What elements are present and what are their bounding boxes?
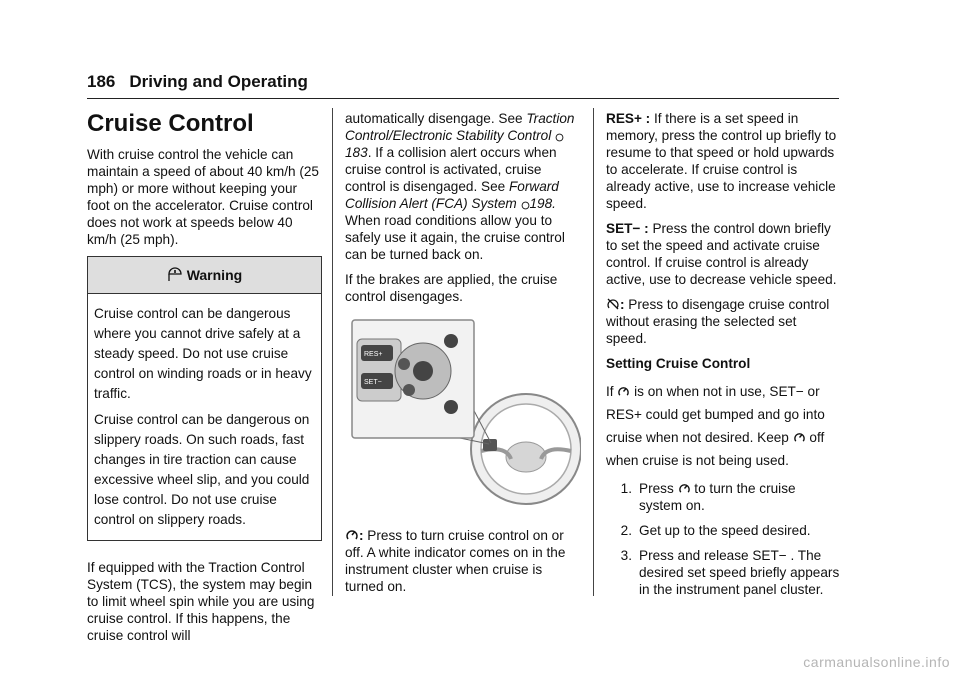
setting-heading: Setting Cruise Control: [606, 356, 751, 371]
text-segment: When road conditions allow you to safely use it again, the cruise control can be turned back on.: [345, 213, 565, 262]
res-term: RES+ :: [606, 111, 651, 126]
page-reference-icon: [521, 201, 530, 210]
column-divider: [332, 108, 333, 596]
list-item: [606, 522, 841, 539]
steering-wheel-figure: [351, 319, 581, 509]
step-text: [639, 480, 841, 514]
header-rule: [87, 98, 839, 99]
setting-paragraph: [606, 380, 841, 472]
list-item: [606, 547, 841, 598]
page-reference-icon: [555, 133, 564, 142]
cruise-onoff-icon: [678, 482, 691, 495]
text-segment: Press the control down briefly to set the speed and activate cruise control. If cruise control is already active, use to decrease vehicle speed.: [606, 221, 837, 287]
warning-label: Warning: [186, 267, 243, 283]
page-header: [87, 72, 308, 92]
cancel-paragraph: [606, 296, 841, 347]
step-text: Press and release SET− . The desired set speed briefly appears in the instrument panel cluster.: [639, 548, 840, 597]
steering-wheel-illustration: [351, 319, 581, 509]
warning-icon: [167, 266, 183, 282]
text-segment: is on when not in use, SET− or RES+ could get bumped and go into cruise when not desired. Keep: [606, 384, 825, 445]
brakes-paragraph: If the brakes are applied, the cruise control disengages.: [345, 272, 558, 304]
list-item: [606, 480, 841, 514]
step-number: 2.: [620, 523, 632, 538]
text-segment: Press: [639, 481, 678, 496]
link-forward-collision-alert[interactable]: Forward Collision Alert (FCA) System: [345, 179, 559, 211]
cruise-onoff-icon: [345, 528, 359, 542]
column-divider: [593, 108, 594, 596]
warning-paragraph: Cruise control can be dangerous where you cannot drive safely at a steady speed. Do not use cruise control on winding roads or in heavy traffic.: [94, 306, 312, 401]
warning-paragraph: Cruise control can be dangerous on slippery roads. On such roads, fast changes in tire traction can cause excessive wheel slip, and you could lose control. Do not use cruise control on slippery roads.: [94, 412, 310, 527]
text-segment: Press to turn cruise control on or off. A white indicator comes on in the instrument cluster when cruise is turned on.: [345, 528, 566, 594]
step-text: Get up to the speed desired.: [639, 523, 811, 538]
page-ref[interactable]: 183: [345, 145, 368, 160]
tcs-paragraph: If equipped with the Traction Control System (TCS), the system may begin to limit wheel spin while you are using cruise control. If this happens, the cruise control will: [87, 560, 315, 643]
res-paragraph: [606, 110, 841, 212]
steps-list: [606, 480, 841, 598]
link-traction-control[interactable]: Traction Control/Electronic Stability Control: [345, 111, 575, 143]
disengage-paragraph: [345, 110, 577, 263]
cruise-onoff-icon: [793, 431, 806, 444]
set-paragraph: [606, 220, 841, 288]
column-1: [87, 110, 322, 652]
text-segment: automatically disengage. See: [345, 111, 527, 126]
warning-body: [88, 294, 321, 540]
text-segment: to turn the cruise system on.: [639, 481, 796, 513]
page-ref[interactable]: 198.: [529, 196, 556, 211]
watermark: carmanualsonline.info: [803, 654, 950, 670]
page-title: Cruise Control: [87, 110, 254, 137]
term-colon: :: [359, 528, 364, 543]
step-number: 3.: [620, 548, 632, 563]
on-off-paragraph: [345, 527, 577, 595]
set-term: SET− :: [606, 221, 649, 236]
text-segment: Press to disengage cruise control without erasing the selected set speed.: [606, 297, 830, 346]
section-title: Driving and Operating: [129, 72, 308, 91]
cruise-cancel-icon: [606, 297, 620, 311]
text-segment: . If a collision alert occurs when cruise control is activated, cruise control is disengaged. See: [345, 145, 557, 194]
warning-box: [87, 256, 322, 541]
text-segment: If there is a set speed in memory, press the control up briefly to resume to that speed or hold upwards to accelerate. If cruise control is already active, use to increase vehicle speed.: [606, 111, 837, 211]
page-number: 186: [87, 72, 116, 91]
set-button-label: SET−: [364, 379, 382, 386]
intro-paragraph: With cruise control the vehicle can maintain a speed of about 40 km/h (25 mph) or more without keeping your foot on the accelerator. Cruise control does not work at speeds below 40 km/h (25 mph).: [87, 147, 319, 247]
step-number: 1.: [620, 481, 632, 496]
column-3: [606, 110, 841, 606]
res-button-label: RES+: [364, 351, 383, 358]
column-2: [345, 110, 577, 603]
cruise-onoff-icon: [617, 385, 630, 398]
term-colon: :: [620, 297, 625, 312]
text-segment: If: [606, 384, 618, 399]
text-segment: off when cruise is not being used.: [606, 430, 825, 468]
warning-header: [88, 257, 321, 294]
